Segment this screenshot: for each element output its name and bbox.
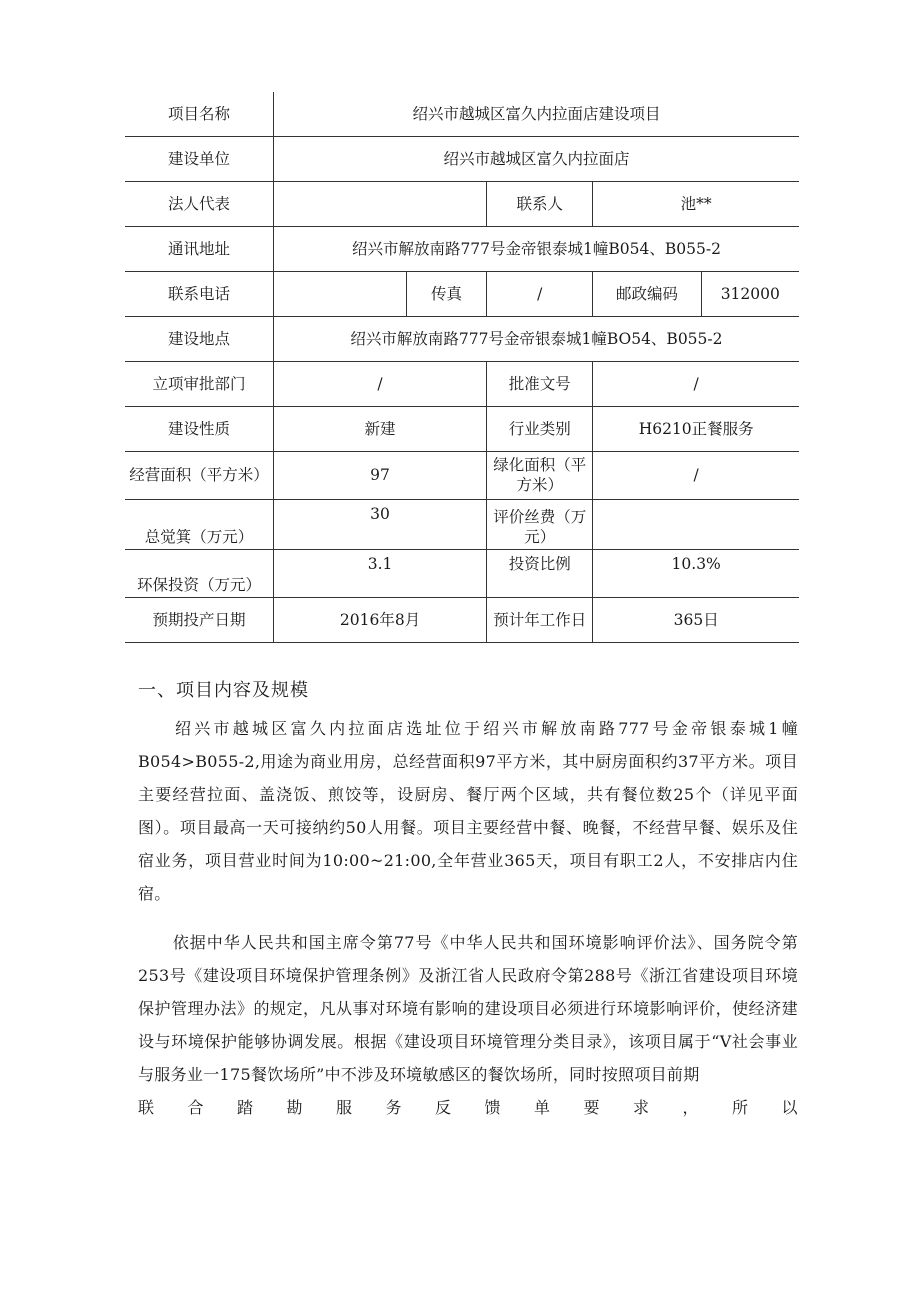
env-investment-value: 3.1 — [273, 549, 486, 597]
table-row — [125, 361, 799, 406]
char: 馈 — [484, 1098, 501, 1117]
table-row — [125, 181, 799, 226]
project-name-value: 绍兴市越城区富久内拉面店建设项目 — [273, 92, 799, 136]
char: 以 — [781, 1098, 798, 1117]
char: 服 — [336, 1098, 353, 1117]
paragraph-2-body — [138, 926, 798, 1091]
fax-value: / — [487, 271, 593, 316]
total-investment-value: 30 — [273, 499, 486, 549]
table-row — [125, 92, 799, 136]
area-label: 经营面积（平方米） — [125, 451, 273, 499]
char: 务 — [385, 1098, 402, 1117]
green-area-label: 绿化面积（平方米） — [487, 451, 593, 499]
table-row — [125, 226, 799, 271]
production-date-value: 2016年8月 — [273, 597, 486, 642]
postcode-value: 312000 — [701, 271, 799, 316]
address-label: 通讯地址 — [125, 226, 273, 271]
env-investment-label: 环保投资（万元） — [125, 549, 273, 597]
char: 踏 — [237, 1098, 254, 1117]
builder-value: 绍兴市越城区富久内拉面店 — [273, 136, 799, 181]
project-info-table — [125, 92, 799, 643]
project-name-label: 项目名称 — [125, 92, 273, 136]
table-row — [125, 549, 799, 597]
table-row — [125, 597, 799, 642]
char: 所 — [732, 1098, 749, 1117]
green-area-value: / — [593, 451, 799, 499]
table-row — [125, 271, 799, 316]
phone-label: 联系电话 — [125, 271, 273, 316]
builder-label: 建设单位 — [125, 136, 273, 181]
char: 反 — [435, 1098, 452, 1117]
phone-value — [273, 271, 406, 316]
contact-label: 联系人 — [487, 181, 593, 226]
table-row — [125, 451, 799, 499]
char: 要 — [583, 1098, 600, 1117]
industry-value: H6210正餐服务 — [593, 406, 799, 451]
site-value: 绍兴市解放南路777号金帝银泰城1幢BO54、B055-2 — [273, 316, 799, 361]
approval-dept-value: / — [273, 361, 486, 406]
nature-value: 新建 — [273, 406, 486, 451]
approval-no-value: / — [593, 361, 799, 406]
legal-rep-label: 法人代表 — [125, 181, 273, 226]
assessment-fee-label: 评价丝费（万元） — [487, 499, 593, 549]
area-value: 97 — [273, 451, 486, 499]
paragraph-1-text: 绍兴市越城区富久内拉面店选址位于绍兴市解放南路777号金帝银泰城1幢B054>B055-2,用途为商业用房，总经营面积97平方米，其中厨房面积约37平方米。项目主要经营拉面、盖浇饭、煎饺等，设厨房、餐厅两个区域，共有餐位数25个（详见平面图）。项目最高一天可接纳约50人用餐。项目主要经营中餐、晚餐，不经营早餐、娱乐及住宿业务，项目营业时间为10:00~21:00,全年营业365天，项目有职工2人，不安排店内住宿。 — [138, 719, 798, 903]
contact-value: 池** — [593, 181, 799, 226]
paragraph-2 — [138, 926, 798, 1124]
fax-label: 传真 — [406, 271, 486, 316]
paragraph-2-last-line — [138, 1091, 798, 1124]
nature-label: 建设性质 — [125, 406, 273, 451]
assessment-fee-value — [593, 499, 799, 549]
approval-dept-label: 立项审批部门 — [125, 361, 273, 406]
postcode-label: 邮政编码 — [593, 271, 701, 316]
approval-no-label: 批准文号 — [487, 361, 593, 406]
table-row — [125, 316, 799, 361]
production-date-label: 预期投产日期 — [125, 597, 273, 642]
char: ， — [682, 1098, 699, 1117]
char: 勘 — [286, 1098, 303, 1117]
section-heading: 一、项目内容及规模 — [138, 680, 309, 701]
work-days-value: 365日 — [593, 597, 799, 642]
legal-rep-value — [273, 181, 486, 226]
table-row — [125, 136, 799, 181]
industry-label: 行业类别 — [487, 406, 593, 451]
char: 单 — [534, 1098, 551, 1117]
char: 合 — [187, 1098, 204, 1117]
char: 求 — [633, 1098, 650, 1117]
investment-ratio-label: 投资比例 — [487, 549, 593, 597]
table-row — [125, 499, 799, 549]
site-label: 建设地点 — [125, 316, 273, 361]
paragraph-1 — [138, 712, 798, 910]
total-investment-label: 总觉箕（万元） — [125, 499, 273, 549]
work-days-label: 预计年工作日 — [487, 597, 593, 642]
table-row — [125, 406, 799, 451]
char: 联 — [138, 1098, 155, 1117]
address-value: 绍兴市解放南路777号金帝银泰城1幢B054、B055-2 — [273, 226, 799, 271]
paragraph-2-text: 依据中华人民共和国主席令第77号《中华人民共和国环境影响评价法》、国务院令第253号《建设项目环境保护管理条例》及浙江省人民政府令第288号《浙江省建设项目环境保护管理办法》的规定，凡从事对环境有影响的建设项目必须进行环境影响评价，使经济建设与环境保护能够协调发展。根据《建设项目环境管理分类目录》，该项目属于“V社会事业与服务业一175餐饮场所”中不涉及环境敏感区的餐饮场所，同时按照项目前期 — [138, 933, 798, 1084]
investment-ratio-value: 10.3% — [593, 549, 799, 597]
